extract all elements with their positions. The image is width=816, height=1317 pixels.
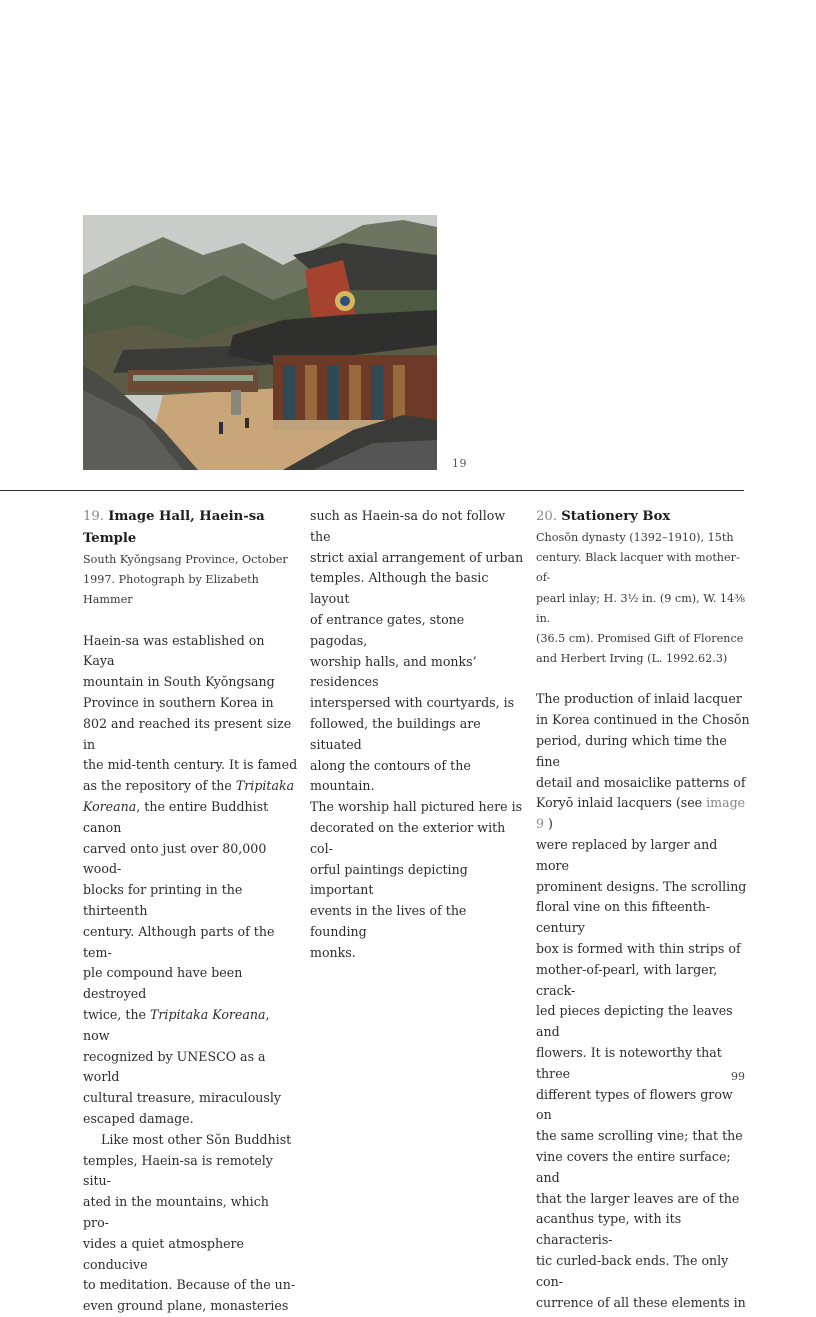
caption-line: century. Black lacquer with mother-of- — [536, 551, 740, 585]
figure-20-caption-name: Stationery Box — [561, 509, 671, 524]
caption-line: pearl inlay; H. 3½ in. (9 cm), W. 14⅜ in. — [536, 591, 746, 625]
body-line: decorated on the exterior with col- — [310, 819, 506, 856]
body-line: Koreana, the entire Buddhist canon — [83, 798, 269, 835]
figure-19-caption-name: Image Hall, Haein-sa Temple — [83, 509, 265, 546]
caption-line: and Herbert Irving (L. 1992.62.3) — [536, 652, 728, 666]
body-line: century. Although parts of the tem- — [83, 923, 275, 960]
body-line: along the contours of the mountain. — [310, 757, 471, 794]
body-line: were replaced by larger and more — [536, 837, 718, 873]
caption-line: Chosŏn dynasty (1392–1910), 15th — [536, 531, 734, 544]
body-line: Haein-sa was established on Kaya — [83, 632, 265, 669]
body-line: vine covers the entire surface; and — [536, 1148, 731, 1185]
body-line: vides a quiet atmosphere conducive — [83, 1235, 245, 1272]
body-line: The production of inlaid lacquer — [536, 691, 742, 707]
figure-19-body-continued — [310, 506, 525, 964]
body-line: that the larger leaves are of the — [536, 1190, 740, 1206]
body-line: interspersed with courtyards, is — [310, 695, 515, 711]
body-line: Province in southern Korea in — [83, 695, 274, 710]
body-line: Koryŏ inlaid lacquers (see image 9 ) — [536, 795, 746, 832]
body-line: box is formed with thin strips of — [536, 940, 741, 956]
column-2 — [310, 506, 525, 964]
body-line: flowers. It is noteworthy that three — [536, 1044, 722, 1081]
figure-19-caption-title — [83, 506, 298, 550]
page-number: 99 — [731, 1070, 745, 1083]
body-line: as the repository of the Tripitaka — [83, 778, 295, 794]
body-line: ated in the mountains, which pro- — [83, 1194, 269, 1230]
body-line: in Korea continued in the Chosŏn — [536, 712, 750, 728]
body-line: acanthus type, with its characteris- — [536, 1211, 682, 1248]
temple-photo-illustration — [83, 215, 437, 470]
body-line: worship halls, and monks’ residences — [310, 653, 477, 690]
body-line: ple compound have been destroyed — [83, 965, 243, 1002]
body-line: events in the lives of the founding — [310, 903, 467, 939]
italic-title: Koreana — [83, 798, 137, 814]
body-line: currence of all these elements in — [536, 1294, 746, 1310]
body-line: even ground plane, monasteries — [83, 1298, 289, 1314]
body-line: to meditation. Because of the un- — [83, 1277, 296, 1293]
body-line: strict axial arrangement of urban — [310, 549, 524, 565]
body-line: followed, the buildings are situated — [310, 715, 481, 752]
caption-line: 1997. Photograph by Elizabeth — [83, 573, 259, 587]
figure-20-caption-details — [536, 528, 751, 669]
body-line: cultural treasure, miraculously — [83, 1090, 282, 1106]
figure-20-caption-number: 20. — [536, 509, 557, 524]
column-1 — [83, 506, 298, 1317]
figure-20-caption-title — [536, 506, 751, 528]
body-line: monks. — [310, 944, 356, 960]
body-line: Like most other Sŏn Buddhist — [101, 1131, 292, 1147]
horizontal-rule — [0, 490, 744, 491]
body-line: such as Haein-sa do not follow the — [310, 508, 506, 544]
body-line: floral vine on this fifteenth-century — [536, 899, 711, 936]
body-line: The worship hall pictured here is — [310, 799, 523, 815]
figure-20-body-paragraph — [536, 689, 751, 1313]
body-line: prominent designs. The scrolling — [536, 878, 747, 894]
body-line: tic curled-back ends. The only con- — [536, 1252, 729, 1289]
body-line: blocks for printing in the thirteenth — [83, 882, 243, 918]
body-line: orful paintings depicting important — [310, 861, 468, 898]
caption-line: South Kyŏngsang Province, October — [83, 553, 288, 566]
figure-19-caption-details — [83, 550, 298, 611]
body-line: 802 and reached its present size in — [83, 715, 292, 752]
body-line: mother-of-pearl, with larger, crack- — [536, 961, 718, 998]
body-line: temples, Haein-sa is remotely situ- — [83, 1152, 273, 1189]
caption-line: (36.5 cm). Promised Gift of Florence — [536, 632, 744, 646]
body-line: detail and mosaiclike patterns of — [536, 774, 746, 790]
figure-19-body-paragraph-1 — [83, 631, 298, 1130]
italic-title: Tripitaka — [235, 778, 295, 794]
caption-line: Hammer — [83, 593, 133, 607]
body-line: the mid-tenth century. It is famed — [83, 757, 298, 773]
body-line: led pieces depicting the leaves and — [536, 1003, 733, 1040]
temple-photo — [83, 215, 437, 470]
body-line: mountain in South Kyŏngsang — [83, 674, 275, 690]
body-line: recognized by UNESCO as a world — [83, 1048, 266, 1085]
column-3 — [536, 506, 751, 1313]
figure-number-label: 19 — [452, 457, 467, 470]
figure-19-caption-number: 19. — [83, 509, 104, 524]
figure-19-body-paragraph-2 — [83, 1130, 298, 1317]
body-line: temples. Although the basic layout — [310, 570, 489, 607]
body-line: the same scrolling vine; that the — [536, 1128, 743, 1144]
body-line: escaped damage. — [83, 1110, 194, 1126]
body-line: different types of flowers grow on — [536, 1086, 733, 1123]
image-9-link[interactable]: image 9 — [536, 795, 746, 832]
body-line: of entrance gates, stone pagodas, — [310, 611, 465, 648]
italic-title: Tripitaka Koreana — [150, 1006, 266, 1022]
body-line: period, during which time the fine — [536, 733, 727, 769]
body-line: twice, the Tripitaka Koreana, now — [83, 1006, 270, 1043]
body-line: carved onto just over 80,000 wood- — [83, 840, 267, 877]
